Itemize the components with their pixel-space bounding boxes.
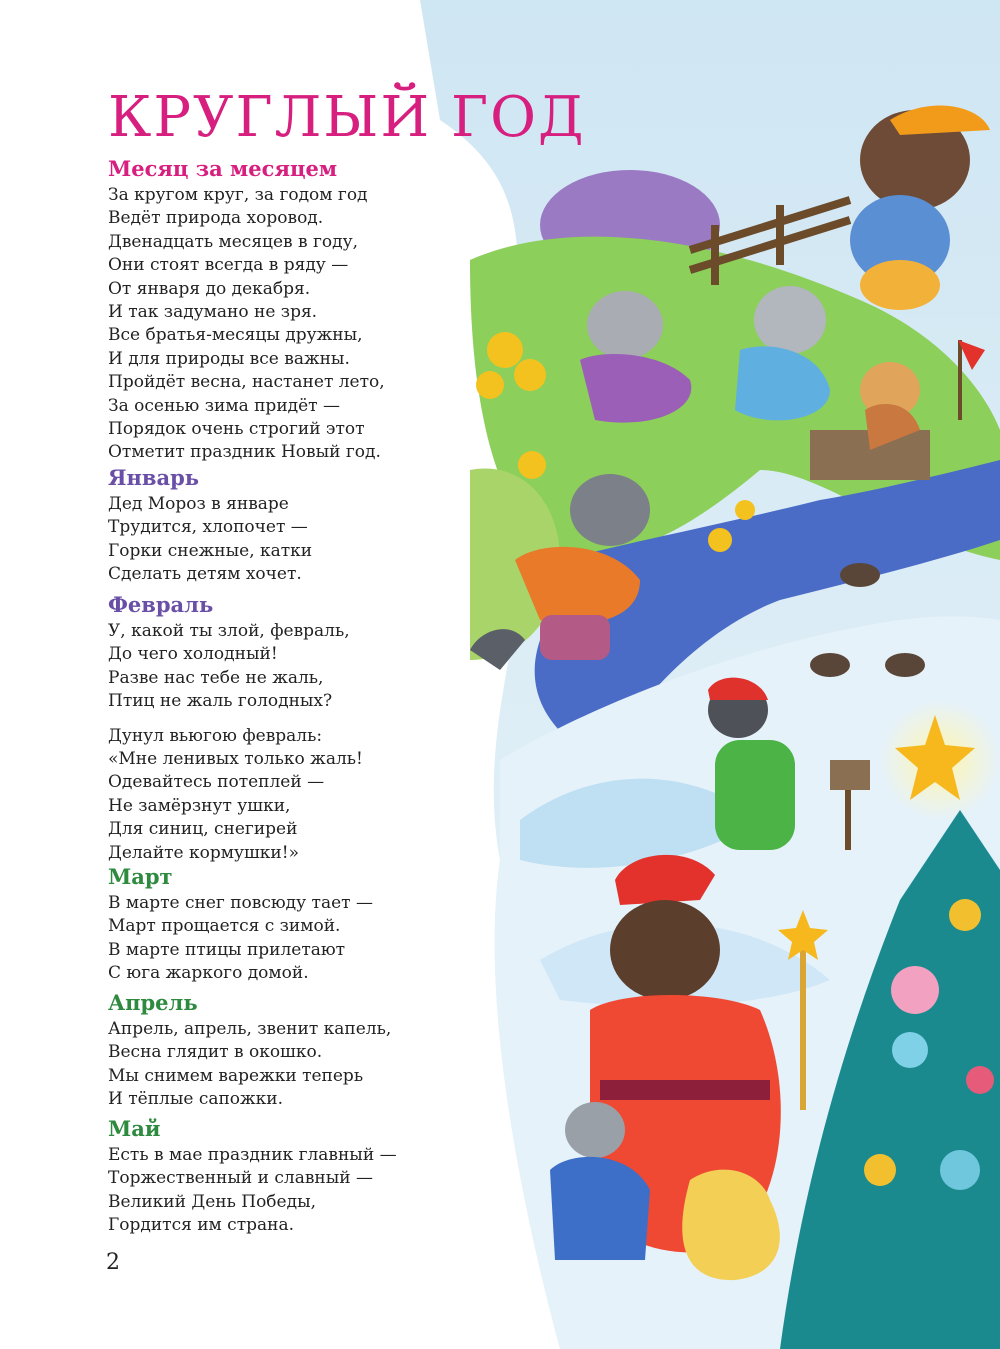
poem-line: Март прощается с зимой.: [108, 916, 341, 937]
poem-line: Апрель, апрель, звенит капель,: [108, 1019, 392, 1039]
poem-lines: [108, 892, 373, 986]
poem-line: Горки снежные, катки: [108, 540, 313, 561]
poem-line: Для синиц, снегирей: [108, 819, 298, 840]
poem-line: Мы снимем варежки теперь: [108, 1065, 364, 1086]
page-title: КРУГЛЫЙ ГОД: [108, 85, 586, 150]
poem-line: Весна глядит в окошко.: [108, 1042, 323, 1063]
poem-line: И для природы все важны.: [108, 348, 350, 369]
poem-february: [108, 592, 363, 865]
poem-line: Порядок очень строгий этот: [108, 419, 365, 440]
poem-lines: [108, 184, 385, 465]
poem-line: Ведёт природа хоровод.: [108, 208, 324, 229]
poem-lines: [108, 620, 363, 714]
poem-line: Дунул вьюгою февраль:: [108, 725, 323, 746]
section-heading: Май: [108, 1116, 161, 1141]
poem-line: В марте птицы прилетают: [108, 939, 346, 960]
section-heading: Апрель: [108, 990, 198, 1015]
poem-line: Все братья-месяцы дружны,: [108, 325, 363, 346]
poem-line: С юга жаркого домой.: [108, 963, 309, 984]
poem-line: В марте снег повсюду тает —: [108, 893, 373, 913]
poem-line: Двенадцать месяцев в году,: [108, 231, 359, 252]
poem-line: Есть в мае праздник главный —: [108, 1145, 397, 1165]
section-heading: Март: [108, 864, 173, 889]
poem-line: От января до декабря.: [108, 278, 311, 299]
poem-line: Дед Мороз в январе: [108, 494, 289, 514]
poem-line: Делайте кормушки!»: [108, 842, 299, 863]
poem-line: Не замёрзнут ушки,: [108, 795, 291, 816]
poem-line: Сделать детям хочет.: [108, 564, 302, 585]
poem-line: Великий День Победы,: [108, 1191, 317, 1212]
poem-may: [108, 1116, 397, 1238]
poem-line: До чего холодный!: [108, 644, 278, 665]
poem-line: За кругом круг, за годом год: [108, 185, 368, 205]
poem-line: У, какой ты злой, февраль,: [108, 621, 350, 641]
poem-line: Гордится им страна.: [108, 1215, 294, 1236]
poem-lines-stanza-2: [108, 725, 363, 865]
section-heading: Февраль: [108, 592, 214, 617]
poem-month-by-month: [108, 156, 385, 465]
poem-line: И так задумано не зря.: [108, 302, 318, 323]
poem-line: Одевайтесь потеплей —: [108, 772, 325, 793]
poem-line: Торжественный и славный —: [108, 1168, 373, 1189]
poem-line: Отметит праздник Новый год.: [108, 442, 381, 463]
poem-lines: [108, 1018, 391, 1112]
poem-lines: [108, 1144, 397, 1238]
poem-march: [108, 864, 373, 986]
poem-line: Птиц не жаль голодных?: [108, 691, 333, 712]
section-heading: Январь: [108, 465, 200, 490]
poem-lines: [108, 493, 312, 587]
section-heading: Месяц за месяцем: [108, 156, 338, 181]
page-number: 2: [106, 1250, 120, 1275]
poem-april: [108, 990, 391, 1112]
poem-january: [108, 465, 312, 587]
poem-line: Разве нас тебе не жаль,: [108, 667, 324, 688]
poem-line: Они стоят всегда в ряду —: [108, 255, 349, 276]
poem-line: За осенью зима придёт —: [108, 395, 340, 416]
poem-line: Трудится, хлопочет —: [108, 517, 308, 538]
poem-line: «Мне ленивых только жаль!: [108, 749, 363, 770]
poem-line: Пройдёт весна, настанет лето,: [108, 372, 385, 393]
poem-line: И тёплые сапожки.: [108, 1089, 284, 1110]
